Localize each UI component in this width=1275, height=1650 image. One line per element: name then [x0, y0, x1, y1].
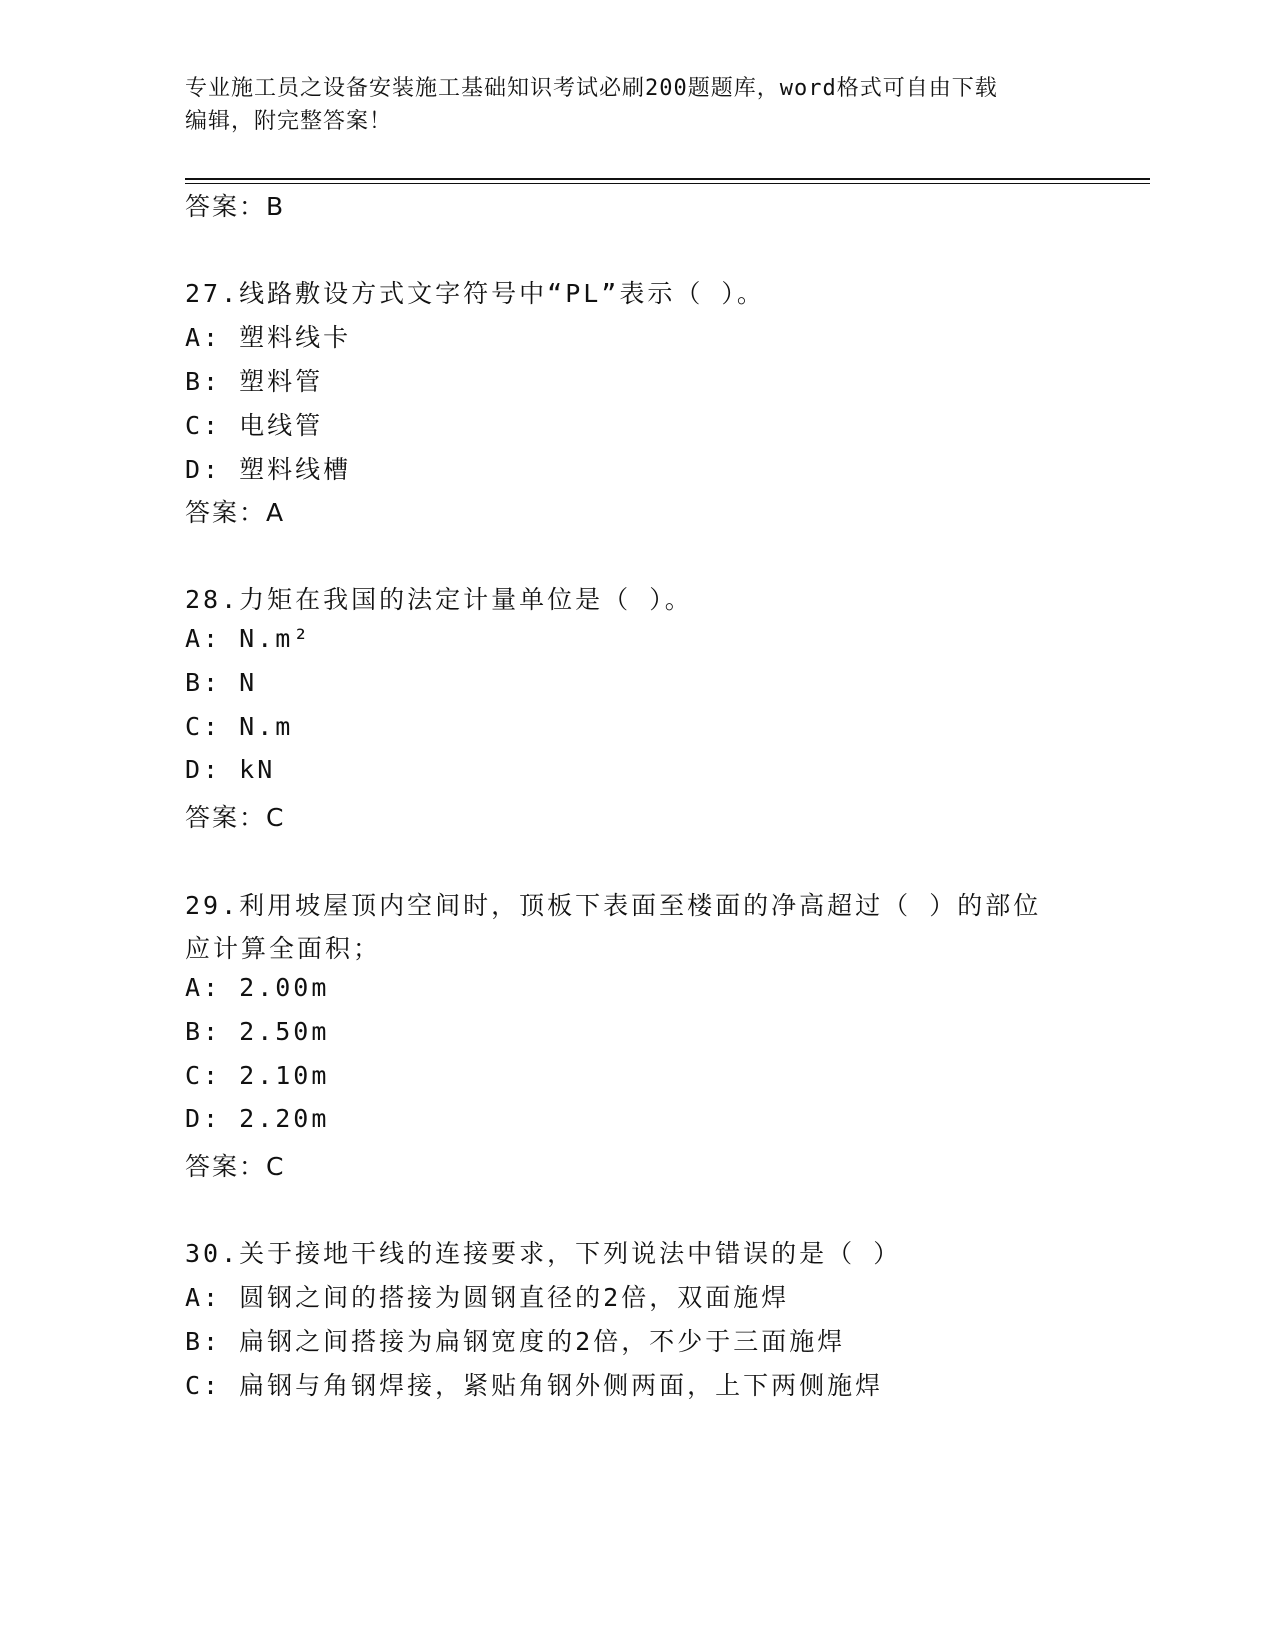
answer-line: 答案：C	[185, 1152, 286, 1181]
header-line-1: 专业施工员之设备安装施工基础知识考试必刷200题题库，word格式可自由下载	[185, 76, 998, 101]
question-stem: 30.关于接地干线的连接要求，下列说法中错误的是（ ）	[185, 1239, 902, 1268]
answer-line: 答案：B	[185, 192, 286, 221]
option-b: B: 塑料管	[185, 367, 324, 396]
option-d: D: kN	[185, 755, 276, 784]
question-stem-line-2: 应计算全面积；	[185, 934, 382, 963]
question-stem-line-1: 29.利用坡屋顶内空间时，顶板下表面至楼面的净高超过（ ）的部位	[185, 891, 1042, 920]
option-a: A: 塑料线卡	[185, 323, 352, 352]
question-stem: 27.线路敷设方式文字符号中“PL”表示（ ）。	[185, 279, 765, 308]
option-c: C: 扁钢与角钢焊接，紧贴角钢外侧两面，上下两侧施焊	[185, 1371, 884, 1400]
option-a: A: 圆钢之间的搭接为圆钢直径的2倍，双面施焊	[185, 1283, 790, 1312]
option-d: D: 塑料线槽	[185, 455, 352, 484]
header-line-2: 编辑，附完整答案！	[185, 109, 393, 134]
option-a: A: 2.00m	[185, 973, 330, 1002]
header-divider-thin	[185, 183, 1150, 184]
question-stem: 28.力矩在我国的法定计量单位是（ ）。	[185, 585, 693, 614]
option-b: B: N	[185, 668, 258, 697]
option-c: C: 电线管	[185, 411, 324, 440]
header-divider	[185, 178, 1150, 180]
option-c: C: 2.10m	[185, 1061, 330, 1090]
document-header	[185, 72, 1065, 138]
option-a: A: N.m²	[185, 624, 312, 653]
answer-line: 答案：C	[185, 803, 286, 832]
option-b: B: 2.50m	[185, 1017, 330, 1046]
option-c: C: N.m	[185, 712, 294, 741]
answer-line: 答案：A	[185, 498, 286, 527]
option-b: B: 扁钢之间搭接为扁钢宽度的2倍，不少于三面施焊	[185, 1327, 846, 1356]
option-d: D: 2.20m	[185, 1104, 330, 1133]
